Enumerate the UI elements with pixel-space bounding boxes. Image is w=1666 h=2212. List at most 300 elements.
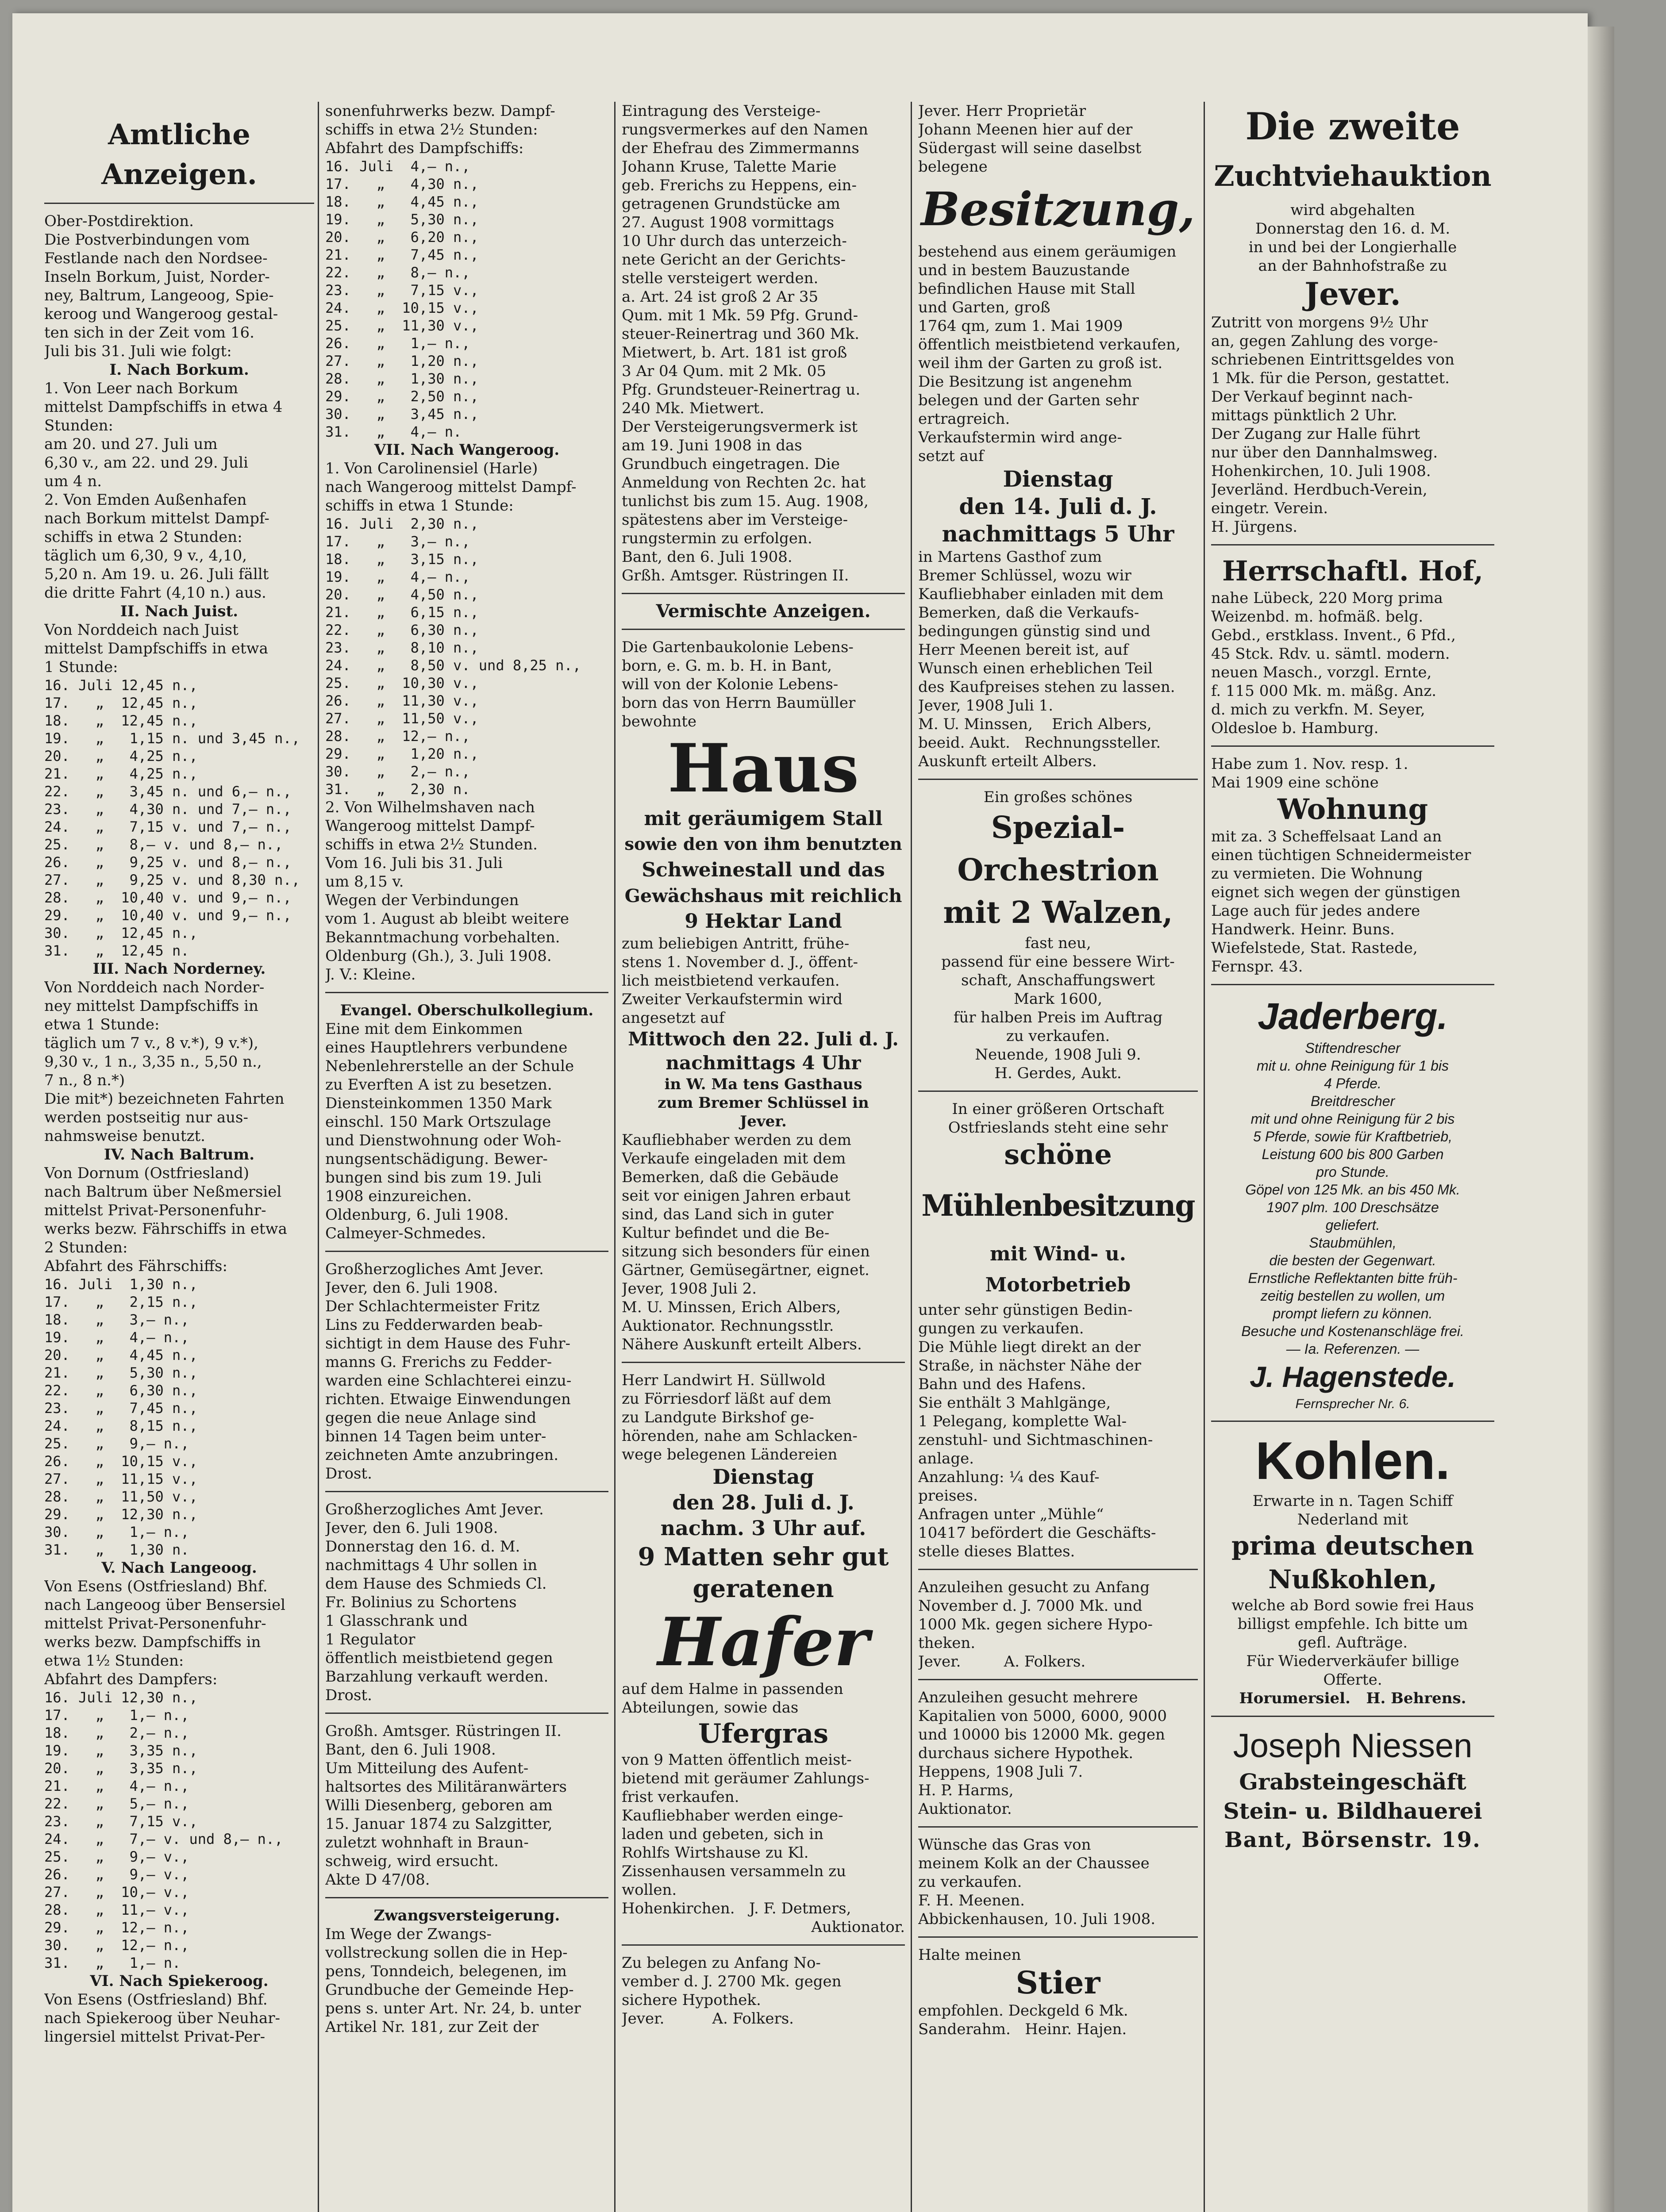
- ad-text-line: sichere Hypothek.: [622, 1991, 761, 2009]
- ad-text-line: 45 Stck. Rdv. u. sämtl. modern.: [1211, 645, 1450, 663]
- ad-text-line: F. H. Meenen.: [918, 1892, 1025, 1909]
- ad-text-line: Mark 1600,: [1013, 990, 1103, 1008]
- ad-text-line: mit und ohne Reinigung für 2 bis: [1250, 1111, 1455, 1127]
- ad-text-line: Handwerk. Heinr. Buns.: [1211, 921, 1395, 938]
- ad-text-line: seit vor einigen Jahren erbaut: [622, 1187, 850, 1205]
- schedule-list-line: 24. „ 8,15 n.,: [44, 1417, 198, 1434]
- ad-text-line: des Kaufpreises stehen zu lassen.: [918, 678, 1175, 696]
- ad-text-line: beeid. Aukt. Rechnungssteller.: [918, 734, 1161, 752]
- notice-text-line: richten. Etwaige Einwendungen: [325, 1390, 571, 1408]
- schedule-list-line: 23. „ 8,10 n.,: [325, 639, 479, 656]
- notice-text-line: tunlichst bis zum 15. Aug. 1908,: [622, 492, 869, 510]
- ad-text-line: bedingungen günstig sind und: [918, 622, 1151, 640]
- ad-text-line: Nederland mit: [1297, 1511, 1408, 1528]
- ad-text-line: born das von Herrn Baumüller: [622, 694, 856, 712]
- notice-text-line: 1. Von Leer nach Borkum: [44, 380, 239, 397]
- ad-text-line: nahe Lübeck, 220 Morg prima: [1211, 589, 1443, 607]
- schedule-list-line: 26. „ 9,25 v. und 8,— n.,: [44, 854, 292, 871]
- ad-headline: Stier: [1016, 1964, 1100, 2001]
- notice-text-line: Die mit*) bezeichneten Fahrten: [44, 1090, 285, 1108]
- ad-subheadline: Jever.: [1304, 276, 1401, 312]
- notice-text-line: Drost.: [325, 1465, 372, 1482]
- schedule-list-line: 19. „ 4,— n.,: [325, 568, 470, 585]
- schedule-list-line: 24. „ 7,15 v. und 7,— n.,: [44, 818, 292, 835]
- section-heading: Amtliche Anzeigen.: [101, 118, 257, 191]
- schedule-list-line: 20. „ 4,45 n.,: [44, 1347, 198, 1363]
- ad-headline-line: mit 2 Walzen,: [943, 895, 1173, 930]
- notice-text-line: 27. August 1908 vormittags: [622, 214, 835, 231]
- schedule-list-line: 16. Juli 12,30 n.,: [44, 1689, 198, 1706]
- notice-text-line: lingersiel mittelst Privat-Per-: [44, 2028, 265, 2046]
- notice-text-line: Wegen der Verbindungen: [325, 891, 519, 909]
- ad-text-line: prompt liefern zu können.: [1273, 1306, 1433, 1321]
- notice-text-line: um 8,15 v.: [325, 873, 404, 891]
- ad-text-line: ertragreich.: [918, 410, 1010, 428]
- notice-text-line: werks bezw. Fährschiffs in etwa: [44, 1220, 287, 1238]
- schedule-list-line: 18. „ 4,45 n.,: [325, 193, 479, 210]
- ad-text-line: wollen.: [622, 1881, 677, 1899]
- schedule-list-line: 20. „ 6,20 n.,: [325, 229, 479, 246]
- ad-text-line: und 10000 bis 12000 Mk. gegen: [918, 1726, 1165, 1743]
- schedule-list-line: 21. „ 4,25 n.,: [44, 765, 198, 782]
- notice-text-line: Großherzogliches Amt Jever.: [325, 1501, 544, 1518]
- notice-text-line: manns G. Frerichs zu Fedder-: [325, 1353, 552, 1371]
- notice-text-line: Von Norddeich nach Norder-: [44, 979, 265, 996]
- schedule-list-line: 31. „ 4,— n.: [325, 423, 462, 440]
- ad-text-line: Wiefelstede, Stat. Rastede,: [1211, 939, 1418, 957]
- schedule-list-line: 18. „ 2,— n.,: [44, 1724, 189, 1741]
- ad-text-line: Weizenbd. m. hofmäß. belg.: [1211, 608, 1424, 626]
- schedule-list-line: 17. „ 12,45 n.,: [44, 695, 198, 711]
- notice-text-line: schiffs in etwa 2½ Stunden.: [325, 836, 538, 853]
- notice-text-line: am 19. Juni 1908 in das: [622, 437, 802, 454]
- notice-text-line: Im Wege der Zwangs-: [325, 1925, 492, 1943]
- schedule-list-line: 22. „ 8,— n.,: [325, 264, 470, 281]
- ad-date-line: den 28. Juli d. J.: [672, 1490, 854, 1514]
- notice-text-line: Jever, den 6. Juli 1908.: [325, 1279, 498, 1297]
- notice-text-line: der Ehefrau des Zimmermanns: [622, 139, 859, 157]
- ad-text-line: November d. J. 7000 Mk. und: [918, 1597, 1143, 1615]
- notice-text-line: 1 Stunde:: [44, 658, 118, 676]
- notice-text-line: nachmittags 4 Uhr sollen in: [325, 1556, 538, 1574]
- ad-text-line: Südergast will seine daselbst: [918, 139, 1142, 157]
- schedule-list-line: 30. „ 12,— n.,: [44, 1937, 189, 1954]
- notice-text-line: etwa 1 Stunde:: [44, 1016, 160, 1033]
- ad-text-line: Ernstliche Reflektanten bitte früh-: [1248, 1270, 1458, 1286]
- ad-headline-line: Die zweite: [1245, 104, 1460, 148]
- ad-text-line: born, e. G. m. b. H. in Bant,: [622, 657, 832, 675]
- ad-text-line: belegen und der Garten sehr: [918, 392, 1139, 409]
- ad-text-line: vember d. J. 2700 Mk. gegen: [622, 1973, 842, 1990]
- schedule-list-line: 30. „ 2,— n.,: [325, 763, 470, 780]
- notice-text-line: Abfahrt des Fährschiffs:: [44, 1257, 227, 1275]
- column-1: [44, 115, 314, 2212]
- ad-text-line: Mai 1909 eine schöne: [1211, 774, 1379, 791]
- ad-text-line: schaft, Anschaffungswert: [961, 972, 1155, 989]
- schedule-list-line: 16. Juli 12,45 n.,: [44, 677, 198, 694]
- notice-text-line: 240 Mk. Mietwert.: [622, 399, 765, 417]
- schedule-list-line: 23. „ 7,45 n.,: [44, 1400, 198, 1417]
- ad-text-line: 1907 plm. 100 Dreschsätze: [1266, 1199, 1439, 1215]
- ad-text-line: Jeverländ. Herdbuch-Verein,: [1211, 481, 1427, 499]
- notice-text-line: mittelst Dampfschiffs in etwa: [44, 640, 268, 657]
- schedule-list-line: 17. „ 4,30 n.,: [325, 176, 479, 192]
- ad-text-line: Zissenhausen versammeln zu: [622, 1863, 846, 1880]
- notice-text-line: mittelst Privat-Personenfuhr-: [44, 1202, 266, 1219]
- schedule-list-line: 29. „ 1,20 n.,: [325, 745, 479, 762]
- ad-text-line: zu Landgute Birkshof ge-: [622, 1409, 814, 1426]
- notice-text-line: 2. Von Emden Außenhafen: [44, 491, 247, 509]
- notice-text-line: Jever, den 6. Juli 1908.: [325, 1519, 498, 1537]
- ad-text-line: Anfragen unter „Mühle“: [918, 1505, 1104, 1523]
- divider: [918, 1679, 1198, 1680]
- ad-text-line: Neuende, 1908 Juli 9.: [975, 1046, 1141, 1064]
- notice-text-line: spätestens aber im Versteige-: [622, 511, 848, 529]
- ad-text-line: angesetzt auf: [622, 1009, 725, 1027]
- schedule-list-line: 23. „ 7,15 v.,: [325, 282, 479, 299]
- ad-date-line: nachmittags 5 Uhr: [942, 521, 1174, 547]
- schedule-list-line: 26. „ 9,— v.,: [44, 1866, 189, 1883]
- schedule-list-line: 21. „ 4,— n.,: [44, 1778, 189, 1794]
- section-title: IV. Nach Baltrum.: [104, 1146, 255, 1164]
- divider: [44, 203, 314, 204]
- ad-text-line: mittags pünktlich 2 Uhr.: [1211, 407, 1397, 424]
- schedule-list-line: 22. „ 5,— n.,: [44, 1795, 189, 1812]
- notice-text-line: Großh. Amtsger. Rüstringen II.: [325, 1722, 562, 1740]
- section-title: III. Nach Norderney.: [92, 960, 266, 978]
- ad-text-line: Habe zum 1. Nov. resp. 1.: [1211, 755, 1408, 773]
- ad-text-line: Kapitalien von 5000, 6000, 9000: [918, 1707, 1167, 1725]
- notice-text-line: zuletzt wohnhaft in Braun-: [325, 1834, 529, 1851]
- schedule-list-line: 30. „ 1,— n.,: [44, 1524, 189, 1540]
- schedule-list-line: 31. „ 1,30 n.: [44, 1541, 189, 1558]
- ad-text-line: 5 Pferde, sowie für Kraftbetrieb,: [1253, 1129, 1452, 1144]
- schedule-list-line: 20. „ 3,35 n.,: [44, 1760, 198, 1777]
- notice-text-line: täglich um 6,30, 9 v., 4,10,: [44, 547, 247, 565]
- notice-text-line: Bant, den 6. Juli 1908.: [622, 548, 793, 566]
- ad-text-line: pro Stunde.: [1316, 1164, 1389, 1180]
- ad-text-line: In einer größeren Ortschaft: [952, 1100, 1164, 1118]
- schedule-list-line: 31. „ 1,— n.: [44, 1955, 181, 1971]
- ad-text-line: Heppens, 1908 Juli 7.: [918, 1763, 1083, 1781]
- ad-text-line: Stiftendrescher: [1305, 1040, 1401, 1056]
- notice-text-line: steuer-Reinertrag und 360 Mk.: [622, 325, 859, 343]
- notice-text-line: Von Esens (Ostfriesland) Bhf.: [44, 1991, 268, 2008]
- ad-text-line: Zweiter Verkaufstermin wird: [622, 991, 843, 1008]
- ad-subheadline-line: geratenen: [693, 1574, 834, 1603]
- ad-text-line: öffentlich meistbietend verkaufen,: [918, 336, 1181, 353]
- notice-text-line: Qum. mit 1 Mk. 59 Pfg. Grund-: [622, 307, 858, 324]
- schedule-list-line: 20. „ 4,25 n.,: [44, 748, 198, 764]
- schedule-list-line: 29. „ 10,40 v. und 9,— n.,: [44, 907, 292, 924]
- notice-text-line: Um Mitteilung des Aufent-: [325, 1759, 529, 1777]
- notice-text-line: nete Gericht an der Gerichts-: [622, 251, 846, 269]
- ad-text-line: gefl. Aufträge.: [1297, 1634, 1408, 1651]
- ad-text-line: in Martens Gasthof zum: [918, 548, 1102, 566]
- ad-text-line: Kaufliebhaber einladen mit dem: [918, 585, 1164, 603]
- ad-text-line: wird abgehalten: [1290, 201, 1415, 219]
- ad-subheadline-line: Gewächshaus mit reichlich: [624, 885, 902, 906]
- ad-text-line: die besten der Gegenwart.: [1269, 1252, 1436, 1268]
- ad-text-line: unter sehr günstigen Bedin-: [918, 1301, 1133, 1319]
- schedule-list-line: 29. „ 12,30 n.,: [44, 1506, 198, 1523]
- ad-text-line: eingetr. Verein.: [1211, 499, 1328, 517]
- notice-text-line: Lins zu Fedderwarden beab-: [325, 1316, 543, 1334]
- ad-text-line: mit u. ohne Reinigung für 1 bis: [1256, 1058, 1449, 1074]
- ad-text: Halte meinen: [918, 1946, 1021, 1964]
- ad-text-line: Zutritt von morgens 9½ Uhr: [1211, 314, 1428, 331]
- schedule-list-line: 21. „ 5,30 n.,: [44, 1364, 198, 1381]
- ad-text-line: Lage auch für jedes andere: [1211, 902, 1420, 920]
- divider: [622, 1362, 905, 1363]
- ad-text-line: Jever. Herr Proprietär: [918, 102, 1086, 120]
- schedule-list-line: 25. „ 10,30 v.,: [325, 675, 479, 691]
- notice-text-line: nach Langeoog über Bensersiel: [44, 1596, 286, 1614]
- divider: [918, 1569, 1198, 1570]
- notice-intro-line: ney, Baltrum, Langeoog, Spie-: [44, 287, 274, 304]
- notice-text-line: Wangeroog mittelst Dampf-: [325, 817, 535, 835]
- ad-subheadline: mit Wind- u. Motorbetrieb: [985, 1243, 1131, 1296]
- schedule-list-line: 19. „ 1,15 n. und 3,45 n.,: [44, 730, 300, 747]
- ad-headline-line: Spezial-Orchestrion: [957, 810, 1159, 888]
- notice-intro-line: Festlande nach den Nordsee-: [44, 250, 268, 267]
- notice-text-line: nach Borkum mittelst Dampf-: [44, 510, 269, 527]
- ad-subheadline: schöne: [1004, 1138, 1112, 1171]
- notice-text-line: Drost.: [325, 1686, 372, 1704]
- notice-text-line: zeichneten Amte anzubringen.: [325, 1446, 559, 1464]
- ad-text-line: Anzahlung: ¼ des Kauf-: [918, 1468, 1100, 1486]
- ad-text-line: Rohlfs Wirtshause zu Kl.: [622, 1844, 809, 1862]
- ad-text-line: befindlichen Hause mit Stall: [918, 280, 1135, 298]
- notice-text-line: dem Hause des Schmieds Cl.: [325, 1575, 547, 1593]
- ad-text-line: Staubmühlen,: [1309, 1235, 1397, 1251]
- notice-text-line: 2 Stunden:: [44, 1239, 128, 1256]
- notice-text-line: J. V.: Kleine.: [325, 966, 416, 983]
- divider: [325, 992, 608, 993]
- ad-text-line: Jever, 1908 Juli 1.: [918, 697, 1054, 714]
- notice-text-line: etwa 1½ Stunden:: [44, 1652, 184, 1670]
- notice-intro-line: ten sich in der Zeit vom 16.: [44, 324, 254, 342]
- ad-date-line: nachmittags 4 Uhr: [666, 1052, 861, 1074]
- ad-text-line: Anzuleihen gesucht mehrere: [918, 1689, 1138, 1706]
- ad-text-line: an der Bahnhofstraße zu: [1258, 257, 1447, 275]
- schedule-list-line: 19. „ 4,— n.,: [44, 1329, 189, 1346]
- schedule-list-line: 22. „ 6,30 n.,: [44, 1382, 198, 1399]
- notice-text-line: rungsvermerkes auf den Namen: [622, 121, 868, 138]
- ad-text-line: einen tüchtigen Schneidermeister: [1211, 846, 1471, 864]
- ad-text-line: Offerte.: [1323, 1671, 1382, 1689]
- section-heading: Vermischte Anzeigen.: [656, 602, 871, 621]
- divider: [918, 1091, 1198, 1092]
- schedule-list-line: 20. „ 4,50 n.,: [325, 586, 479, 603]
- ad-date-line: Dienstag: [1003, 466, 1113, 492]
- notice-text-line: 9,30 v., 1 n., 3,35 n., 5,50 n.,: [44, 1053, 262, 1071]
- ad-text-line: Wunsch einen erheblichen Teil: [918, 660, 1153, 677]
- ad-headline: Besitzung,: [921, 182, 1195, 236]
- notice-text-line: 10 Uhr durch das unterzeich-: [622, 232, 847, 250]
- ad-signature: Auktionator.: [811, 1918, 905, 1936]
- notice-intro-line: Inseln Borkum, Juist, Norder-: [44, 268, 270, 286]
- column-4: [918, 102, 1198, 2212]
- ad-text-line: Herr Meenen bereit ist, auf: [918, 641, 1128, 659]
- notice-text-line: pens, Tonndeich, belegenen, im: [325, 1962, 567, 1980]
- ad-text-line: setzt auf: [918, 447, 984, 465]
- ad-text-line: 1 Mk. für die Person, gestattet.: [1211, 369, 1450, 387]
- notice-text-line: schiffs in etwa 1 Stunde:: [325, 497, 514, 515]
- notice-intro-line: Juli bis 31. Juli wie folgt:: [44, 342, 232, 360]
- notice-text-line: Stunden:: [44, 417, 113, 434]
- schedule-list-line: 24. „ 7,— v. und 8,— n.,: [44, 1831, 283, 1847]
- ad-text-line: M. U. Minssen, Erich Albers,: [918, 715, 1152, 733]
- notice-text-line: Willi Diesenberg, geboren am: [325, 1797, 553, 1814]
- schedule-list-line: 31. „ 2,30 n.: [325, 781, 470, 798]
- notice-text-line: vollstreckung sollen die in Hep-: [325, 1944, 568, 1962]
- divider: [622, 629, 905, 630]
- ad-headline: Herrschaftl. Hof,: [1222, 555, 1484, 587]
- ad-text-line: schriebenen Eintrittsgeldes von: [1211, 351, 1454, 369]
- ad-text-line: frist verkaufen.: [622, 1788, 739, 1806]
- ad-text-line: und Garten, groß: [918, 299, 1050, 316]
- ad-text-line: in und bei der Longierhalle: [1248, 238, 1457, 256]
- ad-text-line: Zu belegen zu Anfang No-: [622, 1954, 821, 1972]
- notice-text-line: nach Spiekeroog über Neuhar-: [44, 2009, 280, 2027]
- ad-text-line: Jever. A. Folkers.: [918, 1653, 1086, 1671]
- ad-text-line: weil ihm der Garten zu groß ist.: [918, 354, 1163, 372]
- schedule-list-line: 22. „ 3,45 n. und 6,— n.,: [44, 783, 292, 800]
- ad-text-line: eignet sich wegen der günstigen: [1211, 883, 1461, 901]
- ad-text-line: zu verkaufen.: [1006, 1027, 1110, 1045]
- schedule-list-line: 27. „ 9,25 v. und 8,30 n.,: [44, 872, 300, 888]
- ad-headline-line: Zuchtviehauktion: [1214, 159, 1492, 192]
- schedule-list-line: 27. „ 10,— v.,: [44, 1884, 189, 1901]
- ad-text: Fernsprecher Nr. 6.: [1295, 1397, 1410, 1411]
- schedule-list-line: 16. Juli 4,— n.,: [325, 158, 470, 175]
- notice-text-line: Nebenlehrerstelle an der Schule: [325, 1057, 574, 1075]
- ad-text-line: Verkaufe eingeladen mit dem: [622, 1150, 846, 1167]
- notice-text-line: Großherzogliches Amt Jever.: [325, 1260, 544, 1278]
- ad-text-line: Abteilungen, sowie das: [622, 1699, 799, 1717]
- schedule-list-line: 29. „ 12,— n.,: [44, 1919, 189, 1936]
- ad-text-line: zeitig bestellen zu wollen, um: [1260, 1288, 1445, 1304]
- ad-text-line: Gebd., erstklass. Invent., 6 Pfd.,: [1211, 626, 1456, 644]
- ad-text-line: sind, das Land sich in guter: [622, 1206, 834, 1223]
- notice-text-line: 1908 einzureichen.: [325, 1187, 472, 1205]
- schedule-list-line: 27. „ 11,15 v.,: [44, 1471, 198, 1487]
- ad-subheadline-line: prima deutschen: [1231, 1531, 1474, 1561]
- notice-text-line: Bekanntmachung vorbehalten.: [325, 929, 560, 946]
- schedule-list-line: 26. „ 11,30 v.,: [325, 692, 479, 709]
- schedule-list-line: 25. „ 9,— n.,: [44, 1435, 189, 1452]
- ad-text-line: Kaufliebhaber werden zu dem: [622, 1131, 851, 1149]
- ad-text-line: empfohlen. Deckgeld 6 Mk.: [918, 2002, 1128, 2020]
- ad-text-line: Gärtner, Gemüsegärtner, eignet.: [622, 1261, 870, 1279]
- schedule-list-line: 28. „ 11,— v.,: [44, 1901, 189, 1918]
- notice-title: Zwangsversteigerung.: [373, 1907, 560, 1924]
- ad-subheadline-line: Schweinestall und das: [642, 859, 885, 881]
- notice-text-line: Calmeyer-Schmedes.: [325, 1225, 486, 1242]
- ad-text-line: Auskunft erteilt Albers.: [918, 753, 1097, 770]
- notice-text-line: 6,30 v., am 22. und 29. Juli: [44, 454, 248, 472]
- schedule-list-line: 30. „ 3,45 n.,: [325, 406, 479, 422]
- notice-text-line: mittelst Dampfschiffs in etwa 4: [44, 398, 283, 416]
- notice-text-line: Mietwert, b. Art. 181 ist groß: [622, 344, 847, 361]
- ad-date-line: nachm. 3 Uhr auf.: [660, 1516, 866, 1540]
- ad-headline: Jaderberg.: [1258, 995, 1448, 1037]
- notice-text-line: die dritte Fahrt (4,10 n.) aus.: [44, 584, 266, 602]
- ad-headline: Joseph Niessen: [1233, 1727, 1473, 1765]
- ad-text-line: neuen Masch., vorzgl. Ernte,: [1211, 664, 1432, 681]
- section-title: V. Nach Langeoog.: [101, 1559, 257, 1577]
- ad-text-line: welche ab Bord sowie frei Haus: [1231, 1597, 1474, 1614]
- ad-headline: Mühlenbesitzung: [921, 1188, 1195, 1223]
- ad-subheadline-line: sowie den von ihm benutzten: [624, 834, 902, 854]
- ad-text-line: Kaufliebhaber werden einge-: [622, 1807, 843, 1824]
- notice-text-line: warden eine Schlachterei einzu-: [325, 1372, 572, 1390]
- ad-text-line: Sanderahm. Heinr. Hajen.: [918, 2020, 1127, 2038]
- ad-text-line: stens 1. November d. J., öffent-: [622, 953, 858, 971]
- notice-text-line: getragenen Grundstücke am: [622, 195, 840, 213]
- ad-text-line: preises.: [918, 1487, 978, 1505]
- ad-subheadline-line: Nußkohlen,: [1268, 1564, 1437, 1594]
- notice-text-line: Der Schlachtermeister Fritz: [325, 1298, 540, 1315]
- ad-text-line: laden und gebeten, sich in: [622, 1825, 824, 1843]
- ad-text-line: H. P. Harms,: [918, 1782, 1014, 1799]
- ad-text-line: Donnerstag den 16. d. M.: [1255, 220, 1451, 238]
- ad-text-line: auf dem Halme in passenden: [622, 1680, 843, 1698]
- notice-text-line: nach Wangeroog mittelst Dampf-: [325, 478, 577, 496]
- ad-text-line: fast neu,: [1025, 934, 1091, 952]
- schedule-list-line: 28. „ 1,30 n.,: [325, 370, 479, 387]
- ad-text-line: will von der Kolonie Lebens-: [622, 676, 839, 693]
- ad-signature: Jever. A. Folkers.: [622, 2010, 794, 2028]
- notice-text-line: Eintragung des Versteige-: [622, 102, 821, 120]
- notice-text-line: öffentlich meistbietend gegen: [325, 1649, 553, 1667]
- notice-text-line: Barzahlung verkauft werden.: [325, 1668, 549, 1686]
- schedule-list-line: 27. „ 11,50 v.,: [325, 710, 479, 727]
- ad-signature: Horumersiel. H. Behrens.: [1239, 1690, 1466, 1707]
- notice-text-line: nahmsweise benutzt.: [44, 1127, 205, 1145]
- column-rule: [318, 102, 319, 2212]
- ad-text-line: 10417 befördert die Geschäfts-: [918, 1524, 1156, 1542]
- notice-text-line: 15. Januar 1874 zu Salzgitter,: [325, 1815, 553, 1833]
- notice-text-line: Fr. Bolinius zu Schortens: [325, 1594, 517, 1611]
- ad-text-line: Besuche und Kostenanschläge frei.: [1241, 1323, 1464, 1339]
- notice-text-line: Bant, den 6. Juli 1908.: [325, 1741, 496, 1759]
- ad-subheadline: Ufergras: [698, 1718, 829, 1749]
- ad-text-line: zu vermieten. Die Wohnung: [1211, 865, 1423, 883]
- schedule-list-line: 26. „ 1,— n.,: [325, 335, 470, 352]
- notice-text-line: sichtigt in dem Hause des Fuhr-: [325, 1335, 571, 1352]
- ad-text-line: Straße, in nächster Nähe der: [918, 1357, 1141, 1375]
- divider: [918, 1826, 1198, 1828]
- section-title: I. Nach Borkum.: [109, 361, 249, 379]
- ad-text-line: zu Förriesdorf läßt auf dem: [622, 1390, 831, 1408]
- notice-text-line: um 4 n.: [44, 472, 102, 490]
- notice-text-line: Abfahrt des Dampfschiffs:: [325, 139, 524, 157]
- ad-text-line: Auktionator. Rechnungsstlr.: [622, 1317, 834, 1335]
- ad-subheadline-line: Grabsteingeschäft: [1239, 1769, 1466, 1795]
- notice-text-line: Von Dornum (Ostfriesland): [44, 1164, 250, 1182]
- ad-text-line: belegene: [918, 158, 988, 176]
- divider: [918, 779, 1198, 780]
- ad-place-line: in W. Ma tens Gasthaus: [664, 1075, 862, 1093]
- ad-text-line: passend für eine bessere Wirt-: [941, 953, 1175, 971]
- schedule-list-line: 19. „ 5,30 n.,: [325, 211, 479, 228]
- ad-text-line: Hohenkirchen, 10. Juli 1908.: [1211, 462, 1431, 480]
- ad-text-line: Die Besitzung ist angenehm: [918, 373, 1132, 391]
- divider: [1211, 984, 1494, 985]
- ad-text-line: 1 Pelegang, komplette Wal-: [918, 1413, 1127, 1430]
